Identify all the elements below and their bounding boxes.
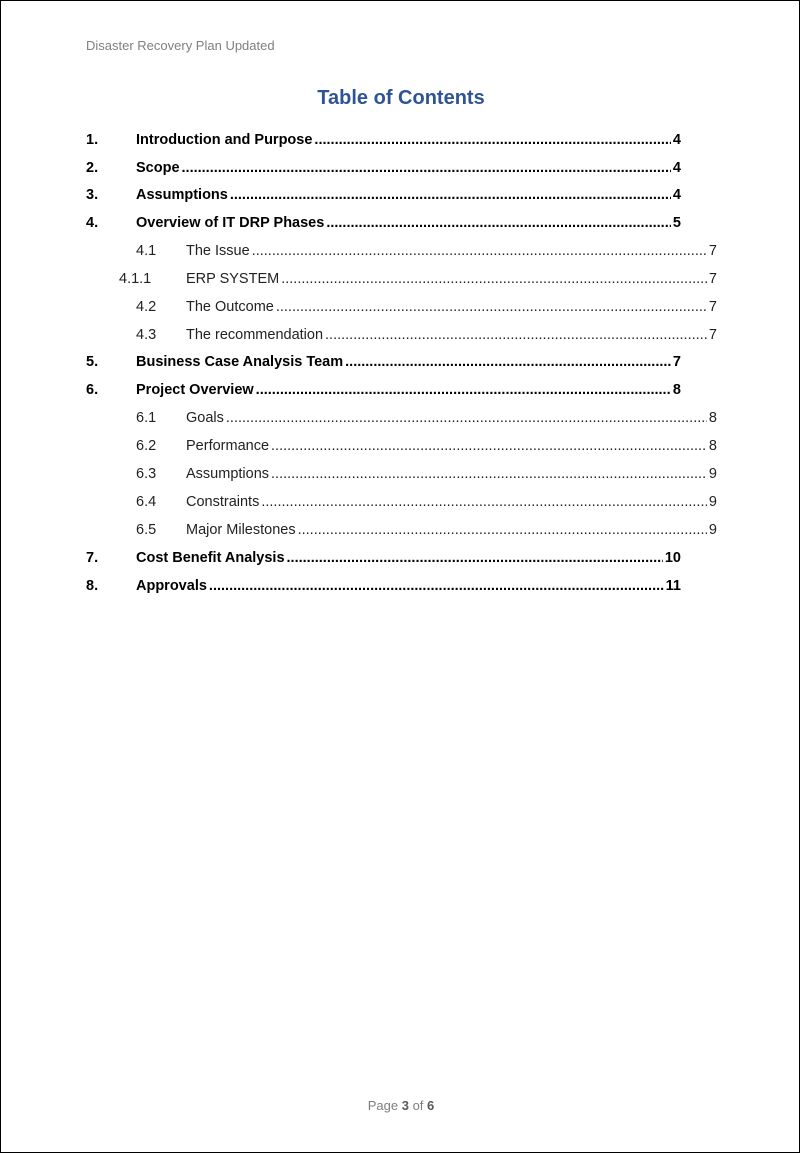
- toc-entry-page: 7: [672, 354, 681, 370]
- toc-title: Table of Contents: [317, 87, 485, 109]
- toc-entry-page: 5: [672, 215, 681, 231]
- toc-entry-label: Project Overview: [136, 382, 254, 398]
- toc-entry[interactable]: [86, 354, 681, 374]
- toc-entry[interactable]: [86, 132, 681, 152]
- toc-leader-dots: [209, 578, 664, 594]
- toc-leader-dots: [271, 466, 707, 482]
- toc-entry[interactable]: [86, 578, 681, 598]
- toc-entry-page: 7: [708, 271, 717, 287]
- toc-entry-label: Approvals: [136, 578, 207, 594]
- toc-entry-label: The Outcome: [186, 299, 274, 315]
- toc-entry-label: Scope: [136, 160, 180, 176]
- toc-entry-number: 1.: [86, 132, 99, 148]
- toc-entry-number: 6.: [86, 382, 99, 398]
- toc-entry[interactable]: [86, 215, 681, 235]
- toc-entry-number: 6.3: [136, 466, 157, 482]
- toc-entry-number: 4.: [86, 215, 99, 231]
- toc-entry-page: 7: [708, 327, 717, 343]
- toc-entry-label: Overview of IT DRP Phases: [136, 215, 325, 231]
- toc-entry-number: 4.2: [136, 299, 157, 315]
- toc-leader-dots: [182, 160, 671, 176]
- toc-subentry[interactable]: [86, 271, 717, 291]
- toc-entry-page: 8: [672, 382, 681, 398]
- toc-entry-label: ERP SYSTEM: [186, 271, 280, 287]
- toc-leader-dots: [345, 354, 671, 370]
- toc-entry-page: 11: [665, 578, 681, 594]
- toc-entry-page: 7: [708, 243, 717, 259]
- toc-subentry[interactable]: [86, 494, 717, 514]
- toc-entry-number: 6.5: [136, 522, 157, 538]
- toc-entry[interactable]: [86, 382, 681, 402]
- toc-leader-dots: [298, 522, 707, 538]
- toc-entry-label: Cost Benefit Analysis: [136, 550, 285, 566]
- toc-entry-number: 6.2: [136, 438, 157, 454]
- toc-subentry[interactable]: [86, 327, 717, 347]
- toc-entry-number: 4.1.1: [119, 271, 152, 287]
- toc-entry-number: 2.: [86, 160, 99, 176]
- toc-leader-dots: [276, 299, 707, 315]
- toc-subentry[interactable]: [86, 243, 717, 263]
- toc-leader-dots: [271, 438, 707, 454]
- toc-entry-number: 7.: [86, 550, 99, 566]
- toc-subentry[interactable]: [86, 466, 717, 486]
- toc-entry[interactable]: [86, 160, 681, 180]
- toc-entry-number: 5.: [86, 354, 99, 370]
- toc-leader-dots: [287, 550, 663, 566]
- toc-entry-number: 8.: [86, 578, 99, 594]
- toc-leader-dots: [314, 132, 671, 148]
- toc-entry-page: 4: [672, 132, 681, 148]
- toc-entry-number: 6.4: [136, 494, 157, 510]
- toc-entry-number: 6.1: [136, 410, 157, 426]
- toc-leader-dots: [230, 187, 671, 203]
- toc-subentry[interactable]: [86, 438, 717, 458]
- toc-entry-page: 4: [672, 187, 681, 203]
- toc-entry-label: Business Case Analysis Team: [136, 354, 344, 370]
- toc-entry-label: Introduction and Purpose: [136, 132, 313, 148]
- toc-entry-page: 9: [708, 494, 717, 510]
- toc-entry-page: 8: [708, 410, 717, 426]
- toc-subentry[interactable]: [86, 410, 717, 430]
- toc-entry-page: 9: [708, 522, 717, 538]
- toc-entry-label: Goals: [186, 410, 224, 426]
- toc-leader-dots: [326, 215, 671, 231]
- footer-page-prefix: Page: [367, 1098, 399, 1113]
- toc-entry-page: 8: [708, 438, 717, 454]
- toc-leader-dots: [261, 494, 707, 510]
- toc-entry[interactable]: [86, 187, 681, 207]
- toc-entry-number: 3.: [86, 187, 99, 203]
- toc-entry-label: Major Milestones: [186, 522, 296, 538]
- footer-current-page: 3: [401, 1098, 409, 1113]
- toc-leader-dots: [252, 243, 707, 259]
- toc-entry-page: 10: [664, 550, 681, 566]
- running-header: Disaster Recovery Plan Updated: [86, 38, 275, 53]
- toc-entry[interactable]: [86, 550, 681, 570]
- toc-entry-label: Performance: [186, 438, 270, 454]
- toc-entry-label: Assumptions: [186, 466, 270, 482]
- toc-entry-label: Constraints: [186, 494, 260, 510]
- toc-subentry[interactable]: [86, 299, 717, 319]
- toc-leader-dots: [325, 327, 707, 343]
- toc-entry-label: Assumptions: [136, 187, 228, 203]
- footer-of: of: [412, 1098, 424, 1113]
- page-footer: [1, 1098, 800, 1113]
- toc-entry-page: 7: [708, 299, 717, 315]
- toc-entry-page: 9: [708, 466, 717, 482]
- toc-entry-label: The recommendation: [186, 327, 324, 343]
- footer-total-pages: 6: [427, 1098, 435, 1113]
- toc-subentry[interactable]: [86, 522, 717, 542]
- toc-leader-dots: [226, 410, 707, 426]
- toc-entry-number: 4.3: [136, 327, 157, 343]
- toc-entry-number: 4.1: [136, 243, 157, 259]
- toc-leader-dots: [256, 382, 671, 398]
- toc-entry-label: The Issue: [186, 243, 250, 259]
- toc-entry-page: 4: [672, 160, 681, 176]
- toc-leader-dots: [281, 271, 707, 287]
